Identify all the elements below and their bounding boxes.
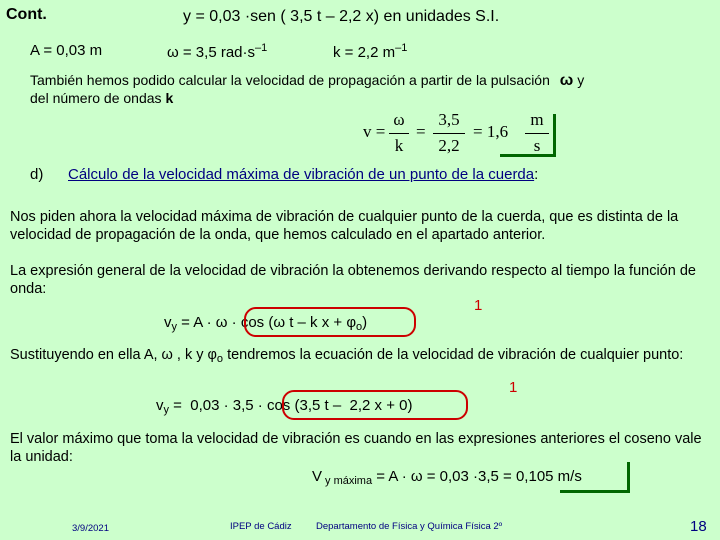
footer-department: Departamento de Física y Química Física 2º: [316, 521, 503, 532]
formula-num: 3,5: [438, 110, 460, 129]
formula-unit-s: s: [533, 136, 541, 155]
formula-v: v =: [363, 122, 386, 141]
intro-k: k: [165, 90, 174, 106]
paragraph-1: Nos piden ahora la velocidad máxima de vibración de cualquier punto de la cuerda, que es distinta de la velocidad de propagación de la onda, que hemos calculado en el apartado anterior.: [10, 209, 679, 243]
eq-specific-sub-y: y: [163, 404, 169, 416]
formula-k: k: [394, 136, 404, 155]
formula-result: = 1,6: [473, 122, 509, 141]
max-velocity-equation: [312, 468, 582, 487]
formula-bar-1: [389, 133, 409, 134]
eq-general-v: v: [164, 314, 172, 331]
wave-equation: y = 0,03 ·sen ( 3,5 t – 2,2 x) en unidades S.I.: [183, 8, 500, 25]
k-exponent: –1: [395, 42, 408, 54]
eq-general-pre: = A · ω ·: [177, 314, 241, 331]
paragraph-2: La expresión general de la velocidad de vibración la obtenemos derivando respecto al tiempo la función de onda:: [10, 263, 696, 297]
section-heading-colon: :: [534, 166, 539, 183]
cos-highlight-circle-2: [282, 390, 468, 420]
result-highlight-bracket: [500, 114, 556, 157]
footer-school: IPEP de Cádiz: [230, 521, 292, 532]
eq-general-cos: cos (ω t – k x + φ: [240, 314, 357, 331]
intro-text-1-end: y: [577, 72, 585, 88]
formula-unit-m: m: [530, 110, 544, 129]
omega-exponent: –1: [255, 42, 268, 54]
eq-max-rest: = A · ω = 0,03 ·3,5 = 0,105 m/s: [372, 468, 582, 485]
eq-max-v: V: [312, 468, 323, 485]
eq-max-sub: y máxima: [325, 475, 373, 487]
intro-omega: ω: [559, 72, 574, 89]
formula-omega: ω: [393, 110, 405, 129]
eq-specific-pre: = 0,03 · 3,5 ·: [169, 397, 267, 414]
paragraph-3-pre: Sustituyendo en ella A, ω , k y φ: [10, 347, 217, 363]
page-number: 18: [690, 518, 707, 535]
k-value: [333, 42, 407, 61]
formula-den: 2,2: [438, 136, 460, 155]
omega-main: ω = 3,5 rad·s: [167, 44, 256, 61]
slide-title: Cont.: [6, 6, 47, 23]
omega-value: [167, 42, 267, 61]
formula-eq-1: =: [416, 122, 426, 141]
intro-text-1: También hemos podido calcular la velocidad de propagación a partir de la pulsación: [30, 72, 550, 88]
section-label: d): [30, 166, 44, 183]
eq-general-phi-sub: o: [356, 321, 363, 333]
eq-specific-v: v: [156, 397, 164, 414]
formula-bar-2: [433, 133, 465, 134]
section-heading-text: Cálculo de la velocidad máxima de vibración de un punto de la cuerda: [68, 166, 535, 183]
cos-value-marker-2: 1: [509, 379, 518, 396]
cos-highlight-circle-1: [244, 307, 416, 337]
eq-specific-cos: cos (3,5 t – 2,2 x + 0): [266, 397, 413, 414]
cos-value-marker-1: 1: [474, 297, 483, 314]
intro-line-2: [30, 90, 173, 106]
eq-general-sub-y: y: [171, 321, 177, 333]
intro-line-1: [30, 72, 584, 90]
intro-text-2: del número de ondas: [30, 90, 162, 106]
max-result-bracket: [560, 462, 630, 493]
amplitude-value: A = 0,03 m: [30, 42, 103, 59]
paragraph-3-post: tendremos la ecuación de la velocidad de vibración de cualquier punto:: [223, 347, 684, 363]
section-heading: [68, 166, 538, 183]
k-main: k = 2,2 m: [333, 44, 396, 61]
paragraph-4: El valor máximo que toma la velocidad de vibración es cuando en las expresiones anteriores el coseno vale la unidad:: [10, 431, 702, 465]
paragraph-3-sub: o: [216, 353, 224, 365]
footer-date: 3/9/2021: [72, 523, 109, 534]
eq-general-close: ): [362, 314, 368, 331]
paragraph-3: [10, 346, 710, 368]
